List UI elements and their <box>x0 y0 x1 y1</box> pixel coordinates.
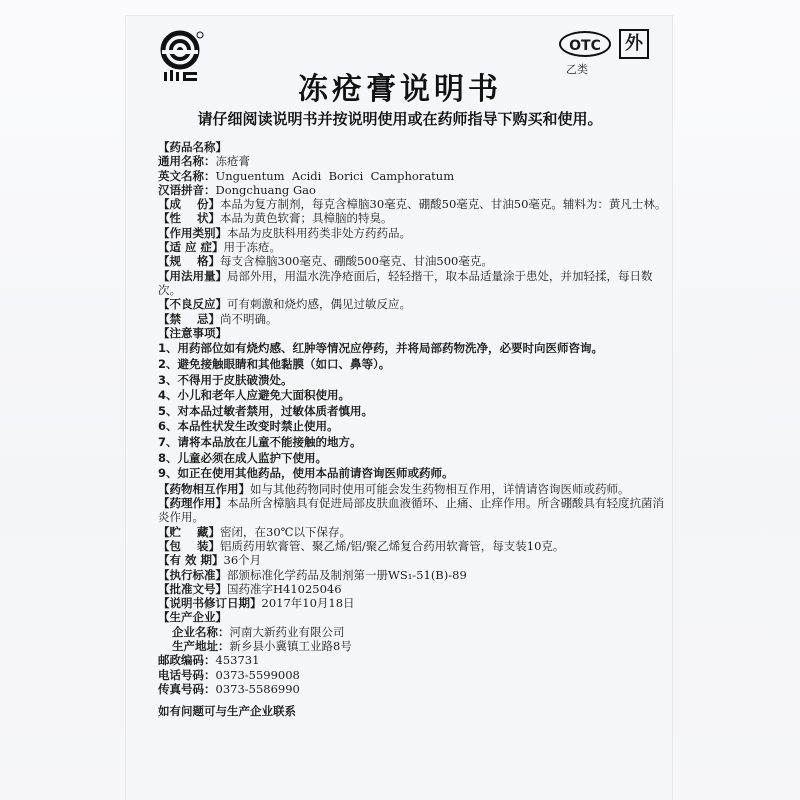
precautions-heading: 【注意事项】 <box>158 325 227 340</box>
english-name-value: Unguentum Acidi Borici Camphoratum <box>215 168 455 183</box>
specification-row <box>158 254 668 268</box>
company-name-value: 河南大新药业有限公司 <box>229 624 345 639</box>
company-name-row <box>158 625 668 639</box>
packaging-row <box>158 539 668 553</box>
spec-items-2 <box>158 482 668 611</box>
item-text: 本品所含樟脑具有促进局部皮肤血液循环、止痛、止痒作用。所含硼酸具有轻度抗菌消炎作用。 <box>158 496 664 525</box>
address-row <box>158 639 668 653</box>
pharmacology-row <box>158 496 668 525</box>
manufacturer-heading: 【生产企业】 <box>158 610 227 625</box>
generic-name-value: 冻疮膏 <box>215 154 250 169</box>
storage-row <box>158 525 668 539</box>
fax-value: 0373-5586990 <box>215 681 300 696</box>
item-text: 密闭，在30℃以下保存。 <box>220 524 352 539</box>
item-text: 铝质药用软膏管、聚乙烯/铝/聚乙烯复合药用软膏管，每支装10克。 <box>220 538 565 553</box>
indication-row <box>158 240 668 254</box>
precaution-item: 6、本品性状发生改变时禁止使用。 <box>158 419 339 434</box>
manufacturer-section <box>158 610 668 696</box>
expiry-row <box>158 553 668 567</box>
item-text: 尚不明确。 <box>220 311 278 326</box>
external-use-badge: 外 <box>619 29 649 59</box>
item-text: 如与其他药物同时使用可能会发生药物相互作用，详情请咨询医师或药师。 <box>250 481 630 496</box>
item-label: 【贮 藏】 <box>158 524 221 539</box>
precaution-item: 1、用药部位如有烧灼感、红肿等情况应停药，并将局部药物洗净，必要时向医师咨询。 <box>158 341 603 356</box>
appearance-row <box>158 211 668 225</box>
document-title: 冻疮膏说明书 <box>298 72 502 107</box>
generic-name-row <box>158 154 668 168</box>
item-text: 可有刺激和烧灼感，偶见过敏反应。 <box>227 297 411 312</box>
spec-items <box>158 197 668 326</box>
dosage-row <box>158 269 668 298</box>
precaution-item: 9、如正在使用其他药品，使用本品前请咨询医师或药师。 <box>158 466 454 481</box>
item-label: 【药物相互作用】 <box>158 481 250 496</box>
item-label: 【用法用量】 <box>158 268 227 283</box>
item-text: 本品为黄色软膏；具樟脑的特臭。 <box>220 211 393 226</box>
precaution-item: 7、请将本品放在儿童不能接触的地方。 <box>158 435 362 450</box>
revision-date-row <box>158 596 668 610</box>
interactions-row <box>158 482 668 496</box>
approval-row <box>158 582 668 596</box>
english-name-row <box>158 169 668 183</box>
item-text: 国药准字H41025046 <box>227 581 342 596</box>
item-label: 【药理作用】 <box>158 496 227 511</box>
fax-row <box>158 682 668 696</box>
item-label: 【有 效 期】 <box>158 553 224 568</box>
leaflet-body <box>158 140 668 719</box>
pinyin-row <box>158 183 668 197</box>
category-row <box>158 226 668 240</box>
pinyin-label: 汉语拼音： <box>158 182 216 197</box>
item-text: 每支含樟脑300毫克、硼酸500毫克、甘油500毫克。 <box>220 254 493 269</box>
item-label: 【包 装】 <box>158 538 221 553</box>
item-label: 【成 份】 <box>158 197 221 212</box>
company-name-label: 企业名称： <box>172 624 230 639</box>
precaution-item: 5、对本品过敏者禁用，过敏体质者慎用。 <box>158 403 373 418</box>
precaution-item: 3、不得用于皮肤破溃处。 <box>158 372 293 387</box>
item-label: 【适 应 症】 <box>158 240 224 255</box>
english-name-label: 英文名称： <box>158 168 216 183</box>
item-label: 【说明书修订日期】 <box>158 596 262 611</box>
item-label: 【作用类别】 <box>158 225 227 240</box>
instruction-note: 请仔细阅读说明书并按说明使用或在药师指导下购买和使用。 <box>197 110 603 128</box>
item-text: 本品为皮肤科用药类非处方药药品。 <box>227 225 411 240</box>
ingredients-row <box>158 197 668 211</box>
postcode-row <box>158 653 668 667</box>
standard-row <box>158 568 668 582</box>
item-label: 【执行标准】 <box>158 567 227 582</box>
item-text: 局部外用，用温水洗净疮面后，轻轻揩干，取本品适量涂于患处，并加轻揉，每日数次。 <box>158 268 653 297</box>
fax-label: 传真号码： <box>158 681 216 696</box>
otc-badge: OTC <box>559 31 611 57</box>
item-text: 用于冻疮。 <box>223 240 282 255</box>
otc-category: 乙类 <box>566 63 588 76</box>
item-text: 2017年10月18日 <box>261 596 355 611</box>
postcode-label: 邮政编码： <box>158 653 216 668</box>
precaution-item: 2、避免接触眼睛和其他黏膜（如口、鼻等）。 <box>158 357 391 372</box>
item-label: 【批准文号】 <box>158 581 227 596</box>
item-label: 【不良反应】 <box>158 297 227 312</box>
drug-name-heading: 【药品名称】 <box>158 140 227 154</box>
contraindications-row <box>158 312 668 326</box>
postcode-value: 453731 <box>215 653 260 668</box>
precautions-section <box>158 326 668 482</box>
item-label: 【性 状】 <box>158 211 221 226</box>
precaution-item: 4、小儿和老年人应避免大面积使用。 <box>158 388 350 403</box>
item-text: 36个月 <box>223 553 262 568</box>
adverse-reactions-row <box>158 297 668 311</box>
contact-note: 如有问题可与生产企业联系 <box>158 704 296 719</box>
generic-name-label: 通用名称： <box>158 154 216 169</box>
item-label: 【规 格】 <box>158 254 221 269</box>
phone-label: 电话号码： <box>158 667 216 682</box>
pinyin-value: Dongchuang Gao <box>215 182 316 197</box>
item-label: 【禁 忌】 <box>158 311 221 326</box>
precaution-item: 8、儿童必须在成人监护下使用。 <box>158 450 327 465</box>
phone-row <box>158 668 668 682</box>
phone-value: 0373-5599008 <box>215 667 300 682</box>
address-value: 新乡县小冀镇工业路8号 <box>229 639 352 654</box>
item-text: 本品为复方制剂，每克含樟脑30毫克、硼酸50毫克、甘油50毫克。辅料为：黄凡士林。 <box>220 197 667 212</box>
item-text: 部颁标准化学药品及制剂第一册WS₁-51(B)-89 <box>227 567 467 582</box>
address-label: 生产地址： <box>172 639 230 654</box>
